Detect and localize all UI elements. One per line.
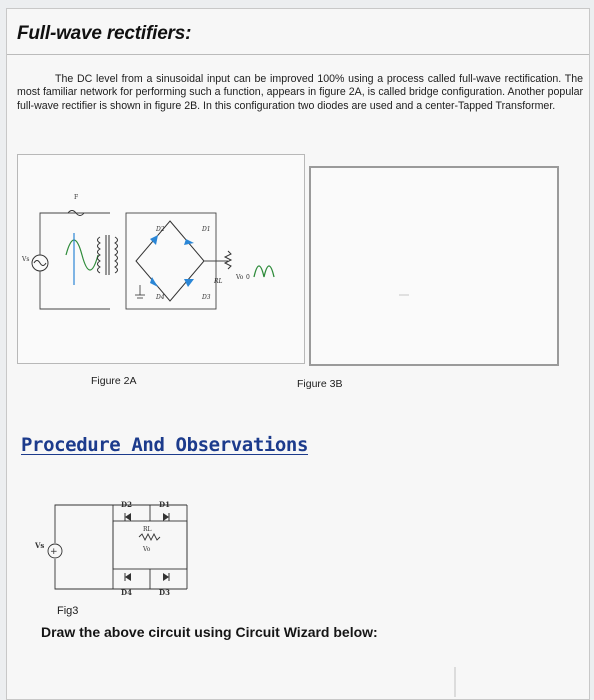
figure-3-diagram <box>35 491 207 601</box>
fig3-wire-bottom <box>55 559 113 589</box>
fig2a-zero-label: 0 <box>246 274 250 281</box>
fig3-diode-d3-icon <box>163 573 169 581</box>
figure-3b-caption: Figure 3B <box>297 378 343 390</box>
fig2a-d1-label: D1 <box>202 226 211 233</box>
ground-icon <box>135 285 145 298</box>
transformer-symbol <box>98 235 118 275</box>
fig3-d2-label: D2 <box>121 500 132 509</box>
fig3-d1-label: D1 <box>159 500 170 509</box>
fig3-d4-label: D4 <box>121 588 132 597</box>
figure-3b-placeholder <box>311 168 557 364</box>
fig2a-d2-label: D2 <box>156 226 165 233</box>
fig3-d3-label: D3 <box>159 588 170 597</box>
fig3-diode-d1-icon <box>163 513 169 521</box>
fig3-rl-label: RL <box>143 526 152 533</box>
ac-source-wave <box>34 261 46 266</box>
load-resistor-symbol <box>225 251 231 269</box>
output-rectified-wave <box>254 266 274 277</box>
figure-3b-image <box>309 166 559 366</box>
figure-2a-image <box>17 154 305 364</box>
page-title: Full-wave rectifiers: <box>17 23 192 44</box>
input-sine-wave <box>66 240 98 270</box>
instruction-text: Draw the above circuit using Circuit Wizard below: <box>41 624 378 640</box>
fig3-wire-top <box>55 505 113 543</box>
fig2a-vs-label: Vs <box>22 256 30 263</box>
figure-3-label: Fig3 <box>57 605 79 617</box>
bridge-diamond <box>136 221 204 301</box>
fig3-vs-label: Vs <box>35 541 45 550</box>
wire-bottom-left <box>40 271 110 309</box>
document-page <box>6 8 590 700</box>
fig2a-d4-label: D4 <box>156 294 165 301</box>
fig3-diode-d4-icon <box>125 573 131 581</box>
fig3-vo-label: Vo <box>143 546 151 553</box>
fig2a-vo-label: Vo <box>236 274 244 281</box>
fig3-load-resistor-symbol <box>139 534 160 540</box>
fig3-bridge-schematic <box>35 491 207 601</box>
bridge-rectifier-diagram <box>18 155 304 363</box>
fig2a-fuse-label: F <box>74 194 79 201</box>
fig2a-d3-label: D3 <box>202 294 211 301</box>
faint-vertical-mark <box>454 667 456 697</box>
fig3-diode-d2-icon <box>125 513 131 521</box>
section-heading: Procedure And Observations <box>21 434 309 456</box>
title-divider <box>7 54 589 55</box>
figure-2a-caption: Figure 2A <box>91 375 137 387</box>
fig3-source-plus-icon: + <box>50 547 58 557</box>
fig2a-rl-label: RL <box>214 278 223 285</box>
intro-paragraph: The DC level from a sinusoidal input can be improved 100% using a process called full-wave rectification. The most familiar network for performing such a function, appears in figure 2A, is called bridge configuration. Another popular full-wave rectifier is shown in figure 2B. In this configuration two diodes are used and a center-Tapped Transformer. <box>17 73 583 112</box>
